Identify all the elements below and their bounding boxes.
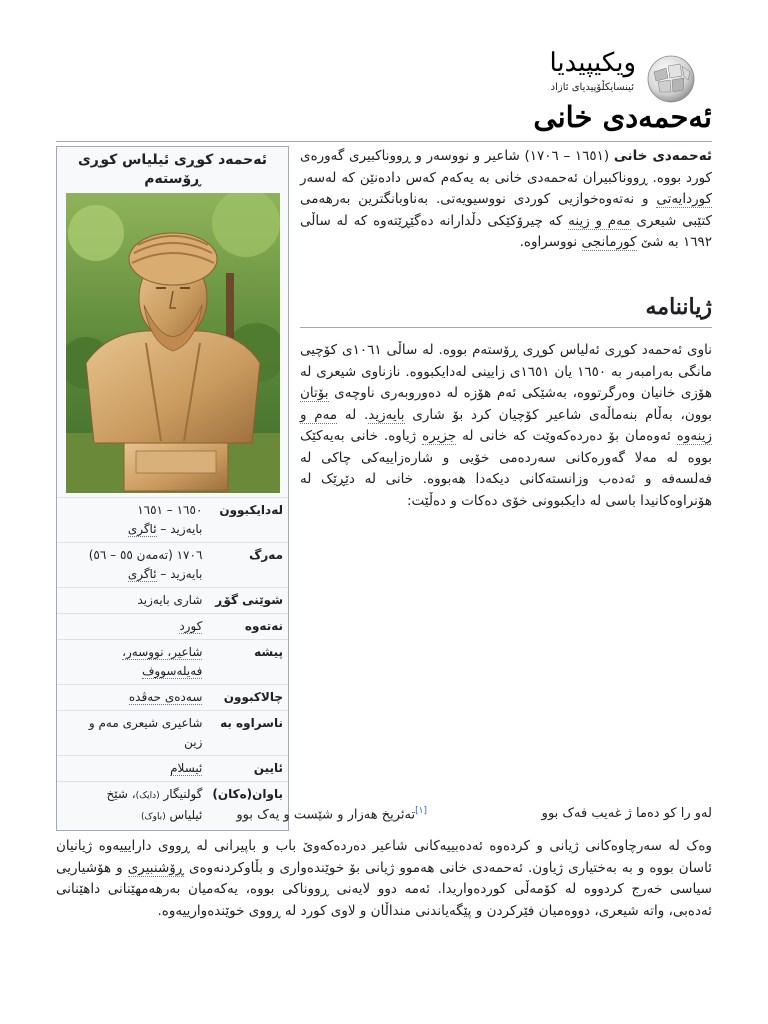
section-divider	[300, 327, 712, 328]
link-bayazid[interactable]: بایەزید	[368, 406, 405, 423]
mother-name: گولنیگار	[163, 787, 203, 801]
father-tag: (باوک)	[141, 812, 166, 822]
infobox-label: شوێنی گۆڕ	[207, 588, 288, 614]
infobox-label: ناسراوە بە	[207, 711, 288, 756]
infobox-label: باوان(ەکان)	[207, 782, 288, 831]
infobox-value	[57, 640, 207, 685]
religion-link[interactable]: ئیسلام	[170, 761, 203, 775]
infobox-value	[57, 756, 207, 782]
title-divider	[56, 141, 712, 142]
page-title: ئەحمەدی خانی	[533, 100, 712, 134]
birth-place: بایەزید	[170, 522, 203, 536]
father-name: ئیلیاس	[169, 808, 203, 822]
infobox-title: ئەحمەد کوڕی ئیلیاس کوڕی ڕۆستەم	[77, 152, 268, 187]
death-place-link[interactable]: ئاگری	[127, 567, 157, 581]
infobox-value: شاری بایەزید	[57, 588, 207, 614]
infobox-row-occupation	[57, 640, 288, 685]
death-place: بایەزید	[170, 567, 203, 581]
bio-text: ناوی ئەحمەد کوڕی ئەلیاس کوڕی ڕۆستەم بووە. لە ساڵی ١٠٦١ی کۆچیی مانگی بەرامبەر بە ١٦٥٠ یان ١٦٥١ی زایینی لەدایکبووە. نازناوی شیعری لە هۆزی خانیان وەرگرتووە، بەشێکی ئەم هۆزە لە دەوروبەری ناوچەی	[300, 342, 712, 401]
father-name-part: شێخ	[106, 787, 128, 801]
infobox-label: پیشە	[207, 640, 288, 685]
infobox-label: چالاکبوون	[207, 685, 288, 711]
link-roshanbiri[interactable]: ڕۆشنبیری	[127, 859, 185, 876]
infobox	[56, 146, 289, 831]
infobox-row-known-for	[57, 711, 288, 756]
lower-text: و هۆشیاریی سیاسی خەرج کردووە لە کۆمەڵی کوردەواریدا. ئەمە دوو لایەنی ڕووناکی بووە، یەکەمیان بەرهەمهێنانی داهێنانی ئەدەبی، واتە شیعری، دووەمیان فێرکردن و پێگەیاندنی منداڵان و لاوی کورد لە ڕووی خوێندەوارییەوە.	[56, 859, 712, 919]
subject-bold: ئەحمەدی خانی	[613, 148, 712, 164]
death-date: ١٧٠٦ (تەمەن ٥٥ – ٥٦)	[88, 548, 203, 562]
wikipedia-tagline: ئینسایکڵۆپیدیای ئازاد	[550, 82, 634, 93]
bio-text: ئەوەمان بۆ دەردەکەوێت کە خانی لە	[456, 428, 677, 444]
infobox-label: ئایین	[207, 756, 288, 782]
site-header	[536, 48, 696, 104]
link-mem-u-zin[interactable]: مەم و زینە	[568, 212, 631, 229]
mother-tag: (دایک)	[135, 791, 160, 801]
birth-place-link[interactable]: ئاگری	[127, 522, 157, 536]
infobox-row-birth	[57, 498, 288, 543]
infobox-label: نەتەوە	[207, 614, 288, 640]
bio-text: بوون، بەڵام بنەماڵەی شاعیر کۆچیان کرد بۆ شاری	[404, 406, 712, 423]
infobox-value	[57, 614, 207, 640]
infobox-row-nationality	[57, 614, 288, 640]
infobox-table	[57, 497, 288, 830]
lower-paragraph	[56, 836, 712, 922]
link-mem-u-zin[interactable]: مەم و زینەوە	[300, 406, 712, 444]
wikipedia-wordmark[interactable]: ویکیپیدیا	[549, 48, 636, 78]
link-jazira[interactable]: جزیرە	[422, 428, 457, 444]
known-for-text: شاعیری شیعری مەم و	[88, 716, 203, 730]
link-kurmanji[interactable]: کورمانجی	[581, 234, 637, 250]
intro-text: (١٦٥١ – ١٧٠٦) شاعیر و نووسەر و ڕووناکبیری گەورەی کورد بووە. ڕووناکبیران ئەحمەدی خانی بە یەکەم کەس دادەنێن کە لەسەر	[300, 148, 712, 186]
intro-paragraph	[300, 146, 712, 254]
era-link[interactable]: سەدەی حەڤدە	[128, 690, 203, 704]
poem-line-first: لەو را کو دەما ژ غەیب فەک بوو	[541, 806, 712, 821]
infobox-value	[57, 498, 207, 543]
wikipedia-globe-icon[interactable]	[646, 54, 696, 104]
place-dash: –	[156, 567, 171, 581]
intro-text: و نەتەوەخوازیی کوردی نووسیویەتی. بەناوبانگترین بەرهەمی کتێبی شیعری	[300, 191, 712, 229]
link-botan[interactable]: بۆتان	[300, 385, 329, 401]
article-intro	[300, 146, 712, 254]
known-for-text: زین	[184, 735, 203, 749]
bio-text: ژیاوە. خانی بەیەکێک بووە لە مەلا گەورەکانی سەردەمی خۆیی و شارەزاییەکی چاکی لە فەلسەفە و ئەدەب وزانستەکانی دیکەدا هەبووە. خانی لە دێڕێک لە هۆنراوەکانیدا باسی لە دایکبوونی خۆی دەکات و دەڵێت:	[300, 428, 712, 509]
intro-text: نووسراوە.	[519, 234, 582, 250]
place-dash: –	[156, 522, 171, 536]
lower-text: وەک لە سەرچاوەکانی ژیانی و کردەوە ئەدەبییەکانی شاعیر دەردەکەوێ باب و باپیرانی لە ڕووی دارایییەوە ژیانیان ئاسان بووە و بە بەختیاری ژیاون. ئەحمەدی خانی هەموو ژیانی بۆ خوێندەواری و بڵاوکردنەوەی	[56, 838, 712, 876]
occupation-link[interactable]: فەیلەسووف	[141, 664, 203, 678]
poem-quote	[56, 806, 712, 830]
parents-sep: ،	[127, 787, 136, 801]
birth-date: ١٦٥٠ – ١٦٥١	[137, 503, 203, 517]
section-heading-biography: ژیاننامە	[645, 294, 712, 320]
link-kurdayeti[interactable]: کوردایەتی	[656, 191, 712, 207]
poem-line-second	[236, 806, 427, 822]
poem-text: تەئریخ هەزار و شێست و یەک بوو	[236, 807, 416, 823]
infobox-value	[57, 543, 207, 588]
infobox-row-grave	[57, 588, 288, 614]
infobox-row-religion	[57, 756, 288, 782]
occupation-link[interactable]: شاعیر، نووسەر،	[122, 645, 203, 659]
infobox-value	[57, 685, 207, 711]
infobox-label: مەرگ	[207, 543, 288, 588]
biography-paragraph	[300, 340, 712, 512]
nationality-link[interactable]: کورد	[179, 619, 203, 633]
infobox-value	[57, 711, 207, 756]
infobox-label: لەدایکبوون	[207, 498, 288, 543]
bust-statue-image[interactable]	[66, 193, 280, 493]
bio-text: . لە	[337, 406, 369, 423]
infobox-row-active	[57, 685, 288, 711]
intro-text: کە چیرۆکێکی دڵدارانە دەگێڕێتەوە کە لە ساڵی ١٦٩٢ بە شێ	[300, 212, 712, 250]
infobox-row-death	[57, 543, 288, 588]
reference-link[interactable]: [١]	[415, 806, 427, 816]
